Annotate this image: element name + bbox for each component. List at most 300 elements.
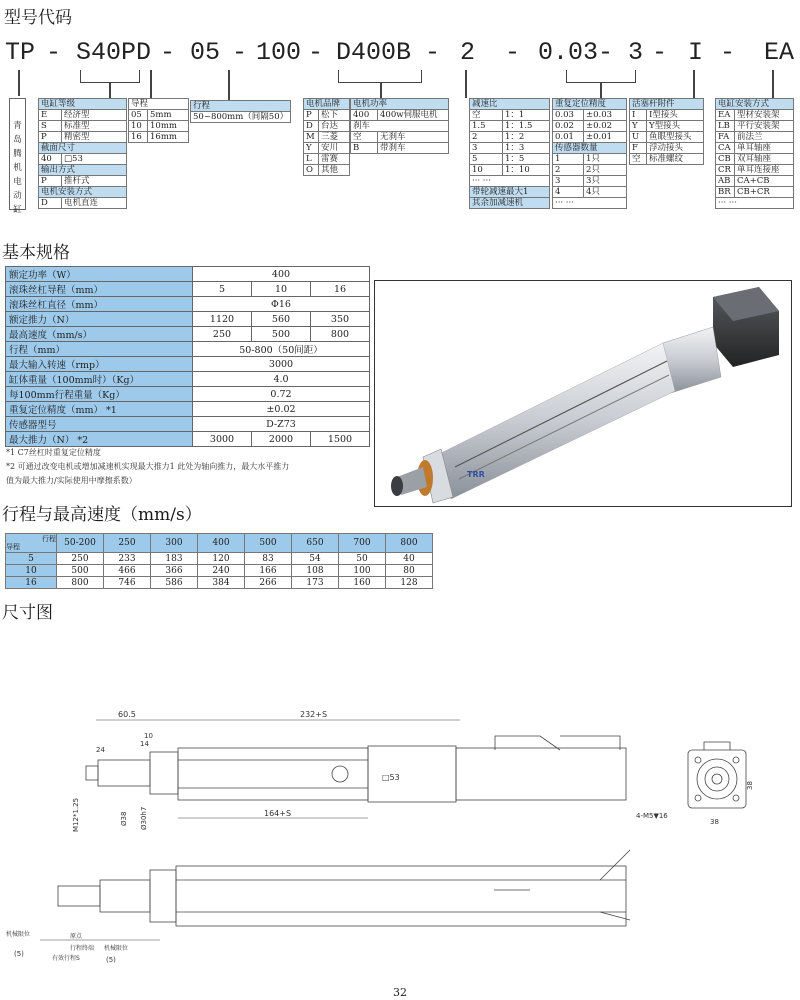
- dim-square-53: □53: [382, 773, 400, 782]
- speed-col-header: 300: [151, 534, 198, 553]
- code-box-row: [129, 121, 189, 132]
- spec-value: 350: [311, 312, 370, 327]
- dim-10: 10: [144, 732, 153, 740]
- code-box-cell: 雷赛: [319, 154, 350, 165]
- accuracy-code-box: [552, 98, 627, 209]
- model-code-heading: 型号代码: [4, 8, 72, 28]
- code-part: 2: [460, 38, 476, 67]
- code-box-cell: 精密型: [62, 132, 127, 143]
- speed-col-header: 400: [198, 534, 245, 553]
- dim-d38: Ø38: [120, 811, 128, 826]
- speed-value: 173: [292, 577, 339, 589]
- code-box-cell: 4: [553, 187, 584, 198]
- speed-corner: 行程 导程: [6, 535, 56, 551]
- speed-value: 100: [339, 565, 386, 577]
- spec-row: [6, 402, 370, 417]
- speed-value: 128: [386, 577, 433, 589]
- code-box-cell: 减速比: [470, 99, 550, 110]
- code-box-cell: AB: [716, 176, 735, 187]
- code-box-cell: CA: [716, 143, 735, 154]
- code-sep: -: [505, 38, 521, 67]
- motor-power-code-box: [350, 98, 449, 154]
- dim-24: 24: [96, 746, 105, 754]
- code-box-row: [553, 132, 627, 143]
- product-image: [374, 280, 792, 507]
- spec-key: 行程（mm）: [6, 342, 193, 357]
- spec-value: 800: [311, 327, 370, 342]
- code-box-row: [351, 143, 449, 154]
- code-part: 05: [190, 38, 221, 67]
- code-part: TP: [5, 38, 36, 67]
- brand-vertical-label: 青 岛 腾 机 电 动 缸: [9, 98, 26, 210]
- code-box-cell: P: [304, 110, 319, 121]
- spec-value: 1500: [311, 432, 370, 447]
- dim-232-s: 232+S: [300, 710, 328, 719]
- code-box-row: [630, 121, 704, 132]
- code-box-cell: 输出方式: [39, 165, 127, 176]
- code-box-row: [553, 176, 627, 187]
- code-box-row: [304, 132, 350, 143]
- code-box-cell: 1.5: [470, 121, 503, 132]
- dim-38-v: 38: [746, 781, 754, 790]
- spec-key: 缸体重量（100mm时）（Kg）: [6, 372, 193, 387]
- code-box-cell: 推杆式: [62, 176, 127, 187]
- speed-value: 40: [386, 553, 433, 565]
- spec-table: [5, 266, 370, 447]
- code-part: I: [688, 38, 704, 67]
- speed-value: 50: [339, 553, 386, 565]
- spec-value: 4.0: [193, 372, 370, 387]
- mount-code-box: [715, 98, 794, 209]
- code-box-cell: 400w伺服电机: [378, 110, 449, 121]
- code-box-row: [716, 187, 794, 198]
- label-effective-stroke: 有效行程S: [52, 955, 80, 962]
- code-box-row: [716, 110, 794, 121]
- code-box-cell: ··· ···: [716, 198, 794, 209]
- speed-value: 166: [245, 565, 292, 577]
- code-box-cell: O: [304, 165, 319, 176]
- code-box-row: [304, 121, 350, 132]
- code-box-row: [630, 132, 704, 143]
- code-box-row: [553, 99, 627, 110]
- spec-value: 50-800（50间距）: [193, 342, 370, 357]
- code-box-cell: 1：1: [503, 110, 550, 121]
- code-box-cell: 50~800mm（间隔50）: [191, 112, 291, 123]
- code-box-row: [716, 154, 794, 165]
- spec-value: 500: [252, 327, 311, 342]
- spec-key: 滚珠丝杠导程（mm）: [6, 282, 193, 297]
- spec-row: [6, 342, 370, 357]
- speed-header-row: [6, 534, 433, 553]
- spec-row: [6, 297, 370, 312]
- motor-brand-code-box: [303, 98, 350, 176]
- code-box-cell: 平行安装架: [735, 121, 794, 132]
- code-box-row: [470, 154, 550, 165]
- code-box-row: [470, 132, 550, 143]
- code-box-cell: 空: [351, 132, 378, 143]
- code-box-row: [304, 99, 350, 110]
- speed-value: 160: [339, 577, 386, 589]
- speed-value: 266: [245, 577, 292, 589]
- piston-rod-end: [391, 476, 403, 496]
- code-box-cell: ±0.03: [584, 110, 627, 121]
- code-box-cell: 活塞杆附件: [630, 99, 704, 110]
- code-part: S40PD: [76, 38, 152, 67]
- code-box-row: [553, 121, 627, 132]
- label-stroke-end: 行程终端: [70, 945, 95, 952]
- code-box-row: [39, 198, 127, 209]
- dim-d30: Ø30h7: [140, 806, 148, 830]
- code-box-row: [129, 110, 189, 121]
- code-box-cell: Y: [304, 143, 319, 154]
- speed-row: [6, 577, 433, 589]
- code-part: EA: [764, 38, 795, 67]
- code-box-cell: 台达: [319, 121, 350, 132]
- code-box-row: [351, 121, 449, 132]
- speed-value: 120: [198, 553, 245, 565]
- speed-value: 466: [104, 565, 151, 577]
- code-box-row: [470, 121, 550, 132]
- code-box-cell: 1: [553, 154, 584, 165]
- code-box-cell: P: [39, 176, 62, 187]
- code-box-cell: 电缸安装方式: [716, 99, 794, 110]
- code-box-row: [716, 165, 794, 176]
- code-box-cell: 空: [470, 110, 503, 121]
- code-box-row: [553, 143, 627, 154]
- code-box-cell: 3: [553, 176, 584, 187]
- dim-38-h: 38: [710, 818, 719, 826]
- speed-value: 800: [57, 577, 104, 589]
- code-box-row: [630, 154, 704, 165]
- spec-row: [6, 417, 370, 432]
- speed-value: 500: [57, 565, 104, 577]
- brand-logo: TRR: [467, 470, 485, 479]
- code-box-cell: 松下: [319, 110, 350, 121]
- code-box-row: [304, 154, 350, 165]
- speed-value: 233: [104, 553, 151, 565]
- cylinder-code-box: [38, 98, 127, 209]
- code-box-cell: 导程: [129, 99, 189, 110]
- spec-row: [6, 267, 370, 282]
- code-box-cell: 0.02: [553, 121, 584, 132]
- code-part: 100: [256, 38, 302, 67]
- code-box-cell: 带轮减速最大1: [470, 187, 550, 198]
- code-box-cell: 1：2: [503, 132, 550, 143]
- code-box-row: [470, 165, 550, 176]
- code-box-cell: 传感器数量: [553, 143, 627, 154]
- speed-lead: 5: [6, 553, 57, 565]
- speed-col-header: 500: [245, 534, 292, 553]
- code-box-row: [304, 165, 350, 176]
- code-box-cell: 带刹车: [378, 143, 449, 154]
- code-box-row: [39, 132, 127, 143]
- code-box-cell: CA+CB: [735, 176, 794, 187]
- code-sep: -: [160, 38, 176, 67]
- code-box-cell: 10: [129, 121, 148, 132]
- code-box-cell: L: [304, 154, 319, 165]
- code-box-row: [630, 143, 704, 154]
- code-box-cell: U: [630, 132, 647, 143]
- speed-value: 240: [198, 565, 245, 577]
- code-sep: -: [720, 38, 736, 67]
- spec-row: [6, 432, 370, 447]
- code-box-cell: 0.03: [553, 110, 584, 121]
- label-mech-limit-2: 机械限位: [104, 945, 129, 952]
- spec-row: [6, 357, 370, 372]
- code-box-cell: 标准型: [62, 121, 127, 132]
- code-box-row: [470, 99, 550, 110]
- spec-key: 每100mm行程重量（Kg）: [6, 387, 193, 402]
- code-box-row: [716, 143, 794, 154]
- label-mech-limit-1: 机械限位: [6, 931, 31, 938]
- spec-row: [6, 327, 370, 342]
- code-box-cell: 3只: [584, 176, 627, 187]
- code-box-cell: CB+CR: [735, 187, 794, 198]
- code-box-row: [39, 143, 127, 154]
- dims-heading: 尺寸图: [2, 603, 53, 623]
- code-box-cell: 重复定位精度: [553, 99, 627, 110]
- code-sep: -: [308, 38, 324, 67]
- code-sep: -: [46, 38, 62, 67]
- code-box-cell: 截面尺寸: [39, 143, 127, 154]
- code-part: 3: [628, 38, 644, 67]
- spec-row: [6, 312, 370, 327]
- code-box-cell: 电机品牌: [304, 99, 350, 110]
- code-box-cell: 2: [553, 165, 584, 176]
- code-part: 0.03: [538, 38, 599, 67]
- speed-value: 746: [104, 577, 151, 589]
- code-box-cell: 1：1.5: [503, 121, 550, 132]
- spec-value: 3000: [193, 357, 370, 372]
- code-box-row: [553, 110, 627, 121]
- spec-value: 10: [252, 282, 311, 297]
- spec-value: D-Z73: [193, 417, 370, 432]
- code-box-cell: D: [39, 198, 62, 209]
- code-box-cell: 2: [470, 132, 503, 143]
- footnote-1: *1 C7丝杠时重复定位精度: [6, 448, 101, 457]
- code-box-row: [39, 99, 127, 110]
- code-box-row: [630, 99, 704, 110]
- code-box-row: [716, 99, 794, 110]
- code-sep: -: [652, 38, 668, 67]
- code-box-cell: 标准螺纹: [647, 154, 704, 165]
- lead-code-box: [128, 98, 189, 143]
- code-box-cell: 0.01: [553, 132, 584, 143]
- code-box-cell: 型材安装架: [735, 110, 794, 121]
- code-part: D400B: [336, 38, 412, 67]
- code-box-cell: I: [630, 110, 647, 121]
- speed-col-header: 800: [386, 534, 433, 553]
- code-box-row: [553, 198, 627, 209]
- code-box-cell: 1：5: [503, 154, 550, 165]
- code-box-cell: CR: [716, 165, 735, 176]
- dim-m12: M12*1.25: [72, 797, 80, 832]
- spec-value: 400: [193, 267, 370, 282]
- code-box-cell: 10: [470, 165, 503, 176]
- code-box-row: [39, 110, 127, 121]
- code-box-cell: Y型接头: [647, 121, 704, 132]
- code-box-cell: 16mm: [148, 132, 189, 143]
- code-box-row: [304, 143, 350, 154]
- code-box-cell: CB: [716, 154, 735, 165]
- code-box-cell: 5mm: [148, 110, 189, 121]
- spec-key: 最大输入转速（rmp）: [6, 357, 193, 372]
- code-box-row: [39, 176, 127, 187]
- speed-value: 108: [292, 565, 339, 577]
- label-5-left: (5): [14, 950, 24, 958]
- code-box-row: [39, 187, 127, 198]
- code-box-cell: B: [351, 143, 378, 154]
- code-box-cell: 无刹车: [378, 132, 449, 143]
- code-box-cell: 其他: [319, 165, 350, 176]
- spec-value: Φ16: [193, 297, 370, 312]
- code-box-cell: 三菱: [319, 132, 350, 143]
- code-box-cell: EA: [716, 110, 735, 121]
- code-box-cell: 电机功率: [351, 99, 449, 110]
- code-box-cell: 鱼眼型接头: [647, 132, 704, 143]
- page-number: 32: [393, 986, 407, 999]
- code-sep: -: [232, 38, 248, 67]
- spec-row: [6, 372, 370, 387]
- code-box-cell: 电机安装方式: [39, 187, 127, 198]
- footnote-3: 值为最大推力/实际使用中摩擦系数）: [6, 476, 137, 485]
- spec-key: 最高速度（mm/s）: [6, 327, 193, 342]
- code-box-cell: 1：10: [503, 165, 550, 176]
- code-box-cell: 5: [470, 154, 503, 165]
- code-box-row: [39, 165, 127, 176]
- code-box-cell: I型接头: [647, 110, 704, 121]
- code-sep: -: [598, 38, 614, 67]
- code-box-cell: 1：3: [503, 143, 550, 154]
- code-box-cell: 400: [351, 110, 378, 121]
- spec-value: ±0.02: [193, 402, 370, 417]
- dimension-drawing: [0, 690, 800, 980]
- speed-value: 586: [151, 577, 198, 589]
- stroke-code-box: [190, 100, 291, 123]
- code-box-row: [553, 154, 627, 165]
- code-box-row: [553, 187, 627, 198]
- spec-key: 滚珠丝杠直径（mm）: [6, 297, 193, 312]
- code-box-row: [630, 110, 704, 121]
- code-box-cell: 10mm: [148, 121, 189, 132]
- speed-table: [5, 533, 433, 589]
- code-box-row: [553, 165, 627, 176]
- rod-code-box: [629, 98, 704, 165]
- code-box-cell: □53: [62, 154, 127, 165]
- code-box-cell: P: [39, 132, 62, 143]
- code-box-cell: M: [304, 132, 319, 143]
- code-box-cell: D: [304, 121, 319, 132]
- code-box-row: [716, 176, 794, 187]
- code-box-row: [470, 198, 550, 209]
- footnote-2: *2 可通过改变电机或增加减速机实现最大推力1 此处为轴向推力，最大水平推力: [6, 462, 290, 471]
- spec-key: 最大推力（N） *2: [6, 432, 193, 447]
- speed-row: [6, 553, 433, 565]
- code-box-row: [129, 99, 189, 110]
- code-box-cell: 双耳轴座: [735, 154, 794, 165]
- code-box-cell: 其余加减速机: [470, 198, 550, 209]
- spec-value: 16: [311, 282, 370, 297]
- code-box-cell: 2只: [584, 165, 627, 176]
- code-box-cell: 浮动接头: [647, 143, 704, 154]
- spec-value: 560: [252, 312, 311, 327]
- code-box-cell: 空: [630, 154, 647, 165]
- spec-value: 250: [193, 327, 252, 342]
- dim-14: 14: [140, 740, 149, 748]
- speed-col-header: 700: [339, 534, 386, 553]
- code-box-cell: F: [630, 143, 647, 154]
- speed-lead: 10: [6, 565, 57, 577]
- code-box-row: [470, 176, 550, 187]
- spec-key: 额定功率（W）: [6, 267, 193, 282]
- code-box-cell: S: [39, 121, 62, 132]
- speed-heading: 行程与最高速度（mm/s）: [2, 505, 202, 525]
- code-box-cell: 16: [129, 132, 148, 143]
- spec-value: 1120: [193, 312, 252, 327]
- code-box-cell: 单耳轴座: [735, 143, 794, 154]
- spec-key: 重复定位精度（mm） *1: [6, 402, 193, 417]
- code-box-cell: 前法兰: [735, 132, 794, 143]
- code-box-cell: BR: [716, 187, 735, 198]
- speed-row: [6, 565, 433, 577]
- speed-value: 384: [198, 577, 245, 589]
- label-origin: 原点: [70, 933, 83, 940]
- model-code: [0, 38, 800, 68]
- code-sep: -: [425, 38, 441, 67]
- code-box-cell: Y: [630, 121, 647, 132]
- dim-164-s: 164+S: [264, 809, 292, 818]
- code-box-row: [39, 121, 127, 132]
- code-box-cell: ··· ···: [470, 176, 550, 187]
- code-box-row: [191, 101, 291, 112]
- code-box-row: [716, 121, 794, 132]
- code-box-cell: 电缸等级: [39, 99, 127, 110]
- code-box-row: [470, 143, 550, 154]
- code-box-cell: 经济型: [62, 110, 127, 121]
- code-box-row: [304, 110, 350, 121]
- spec-row: [6, 282, 370, 297]
- speed-value: 83: [245, 553, 292, 565]
- spec-value: 5: [193, 282, 252, 297]
- spec-value: 3000: [193, 432, 252, 447]
- speed-value: 80: [386, 565, 433, 577]
- code-box-row: [351, 132, 449, 143]
- code-box-row: [716, 198, 794, 209]
- code-box-row: [39, 154, 127, 165]
- code-box-cell: 40: [39, 154, 62, 165]
- speed-value: 183: [151, 553, 198, 565]
- spec-key: 传感器型号: [6, 417, 193, 432]
- spec-heading: 基本规格: [2, 243, 70, 263]
- ratio-code-box: [469, 98, 550, 209]
- speed-col-header: 250: [104, 534, 151, 553]
- code-box-cell: LB: [716, 121, 735, 132]
- code-box-row: [351, 110, 449, 121]
- speed-col-header: 50-200: [57, 534, 104, 553]
- code-box-row: [716, 132, 794, 143]
- code-box-cell: 安川: [319, 143, 350, 154]
- code-box-cell: ±0.01: [584, 132, 627, 143]
- label-5-right: (5): [106, 956, 116, 964]
- code-box-row: [129, 132, 189, 143]
- dim-4-m5: 4-M5▼16: [636, 812, 668, 820]
- code-box-row: [351, 99, 449, 110]
- speed-value: 250: [57, 553, 104, 565]
- code-box-cell: 行程: [191, 101, 291, 112]
- code-box-cell: E: [39, 110, 62, 121]
- speed-col-header: 650: [292, 534, 339, 553]
- code-box-row: [191, 112, 291, 123]
